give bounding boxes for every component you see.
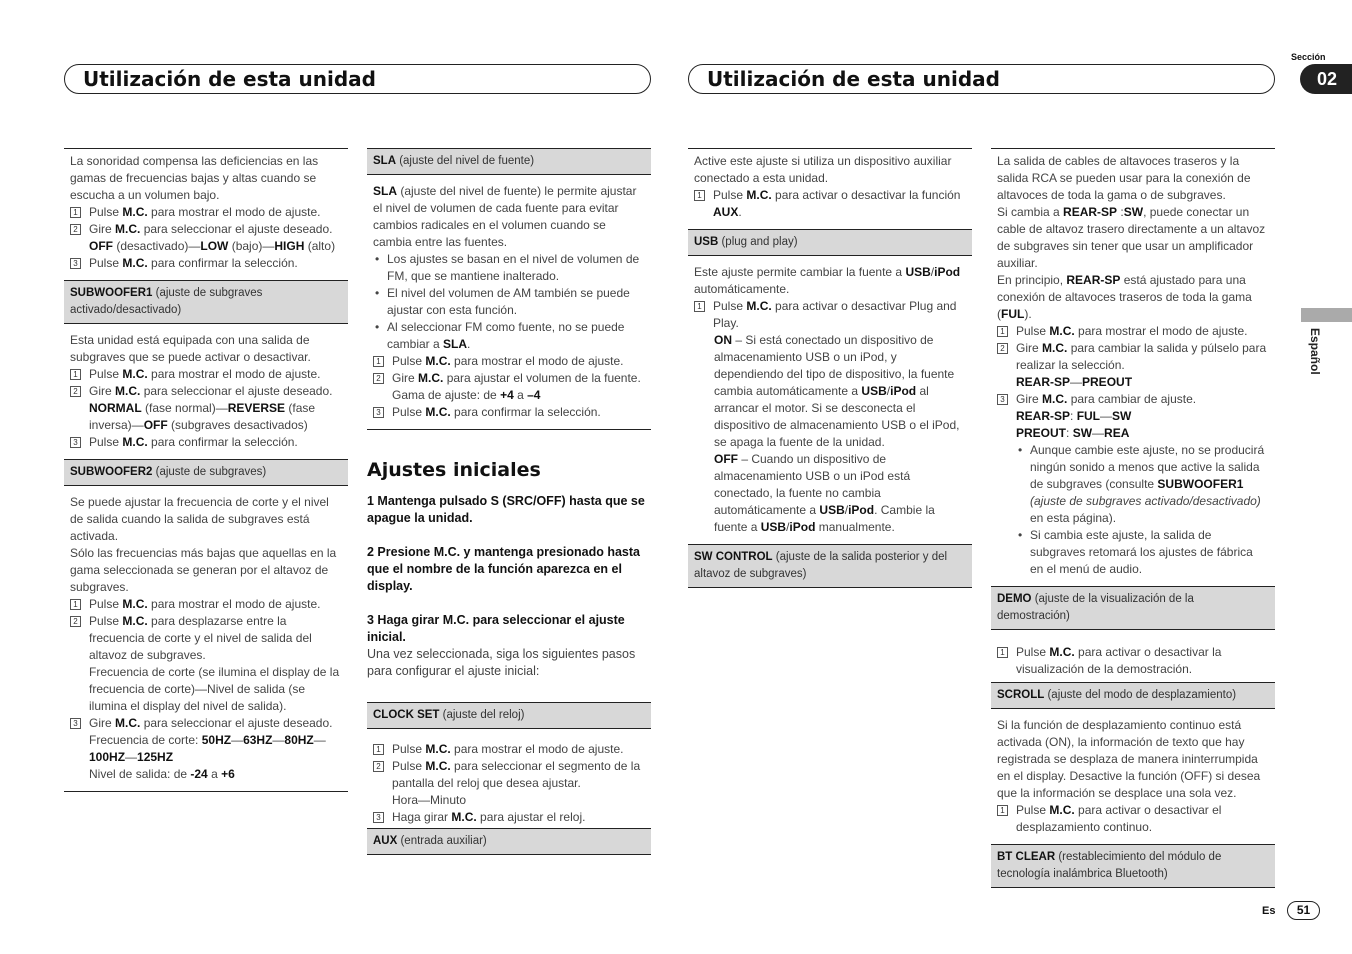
step-item: 2 Gire M.C. para seleccionar el ajuste deseado. OFF (desactivado)—LOW (bajo)—HIGH (alto) <box>70 221 342 255</box>
scroll-heading: SCROLL (ajuste del modo de desplazamiento) <box>991 682 1275 709</box>
header-left <box>64 64 651 94</box>
sla-body: SLA (ajuste del nivel de fuente) le permite ajustar el nivel de volumen de cada fuente para evitar cambios radicales en el volumen cuando se cambia entre las fuentes. • Los ajustes se basan en el nivel de volumen de FM, que se mantiene inalterado. • El nivel del volumen de AM también se puede ajustar con esta función. • Al seleccionar FM como fuente, no se puede cambiar a SLA. 1 Pulse M.C. para mostrar el modo de ajuste. 2 Gire M.C. para ajustar el volumen de la fuente. Gama de ajuste: de +4 a –4 3 Pulse M.C. para confirmar la selección. <box>367 175 651 430</box>
section-loudness <box>64 148 348 280</box>
bullet-icon: • <box>1018 443 1023 457</box>
aux-section: Active este ajuste si utiliza un dispositivo auxiliar conectado a esta unidad. 1 Pulse M.C. para activar o desactivar la función AUX. <box>688 148 972 229</box>
scroll-body: Si la función de desplazamiento continuo está activada (ON), la información de texto que hay registrada se desplaza de manera ininterrumpida en el display. Desactive la función (OFF) si desea que la información se desplace una sola vez. 1 Pulse M.C. para activar o desactivar el desplazamiento continuo. <box>991 709 1275 844</box>
section-label: Sección <box>1291 52 1326 62</box>
usb-body: Este ajuste permite cambiar la fuente a USB/iPod automáticamente. 1 Pulse M.C. para activar o desactivar Plug and Play. ON – Si está conectado un dispositivo de almacenamiento USB o un iPod, y dependiendo del tipo de dispositivo, la fuente cambia automáticamente a USB/iPod al arrancar el motor. Si se desconecta el dispositivo de almacenamiento USB o el iPod, se apaga la fuente de la unidad. OFF – Cuando un dispositivo de almacenamiento USB o un iPod está conectado, la fuente no cambia automáticamente a USB/iPod. Cambie la fuente a USB/iPod manualmente. <box>688 256 972 544</box>
step-item: 3 Haga girar M.C. para ajustar el reloj. <box>373 809 645 826</box>
step-number-icon: 1 <box>694 190 705 201</box>
step-item: 2 Pulse M.C. para desplazarse entre la frecuencia de corte y el nivel de salida del altavoz de subgraves. Frecuencia de corte (se ilumina el display de la frecuencia de corte)—Nivel de salida (se ilumina el display del nivel de salida). <box>70 613 342 715</box>
step-number-icon: 1 <box>70 369 81 380</box>
instruction-2: 2 Presione M.C. y mantenga presionado hasta que el nombre de la función aparezca en el display. <box>367 545 640 593</box>
clock-set-heading: CLOCK SET (ajuste del reloj) <box>367 702 651 729</box>
header-right-title: Utilización de esta unidad <box>707 67 1000 91</box>
bullet-item: • Al seleccionar FM como fuente, no se puede cambiar a SLA. <box>375 320 625 351</box>
instruction-3-text: Una vez seleccionada, siga los siguientes pasos para configurar el ajuste inicial: <box>367 647 636 678</box>
bullet-icon: • <box>375 286 380 300</box>
step-number-icon: 2 <box>997 343 1008 354</box>
section-tab: 02 <box>1300 64 1352 94</box>
bullet-item: • Si cambia este ajuste, la salida de subgraves retomará los ajustes de fábrica en el menú de audio. <box>1018 528 1253 576</box>
bullet-icon: • <box>1018 528 1023 542</box>
subwoofer2-body: Se puede ajustar la frecuencia de corte y el nivel de salida cuando la salida de subgraves está activada. Sólo las frecuencias más bajas que aquellas en la gama seleccionada se generan por el altavoz de subgraves. 1 Pulse M.C. para mostrar el modo de ajuste. 2 Pulse M.C. para desplazarse entre la frecuencia de corte y el nivel de salida del altavoz de subgraves. Frecuencia de corte (se ilumina el display de la frecuencia de corte)—Nivel de salida (se ilumina el display del nivel de salida). 3 Gire M.C. para seleccionar el ajuste deseado. Frecuencia de corte: 50HZ—63HZ—80HZ—100HZ—125HZ Nivel de salida: de -24 a +6 <box>64 486 348 792</box>
loudness-intro: La sonoridad compensa las deficiencias en las gamas de frecuencias bajas y altas cuando se escucha a un volumen bajo. <box>70 154 319 202</box>
step-number-icon: 2 <box>373 761 384 772</box>
step-item: 1 Pulse M.C. para mostrar el modo de ajuste. <box>373 741 645 758</box>
column-2 <box>367 148 651 855</box>
step-item: 1 Pulse M.C. para mostrar el modo de ajuste. <box>70 596 342 613</box>
step-item: 3 Pulse M.C. para confirmar la selección. <box>70 434 342 451</box>
step-number-icon: 1 <box>997 805 1008 816</box>
step-number-icon: 3 <box>373 812 384 823</box>
step-number-icon: 3 <box>70 437 81 448</box>
column-3 <box>688 148 972 588</box>
step-number-icon: 3 <box>373 407 384 418</box>
step-number-icon: 1 <box>694 301 705 312</box>
step-item: 1 Pulse M.C. para mostrar el modo de ajuste. <box>373 353 645 370</box>
step-item: 2 Pulse M.C. para seleccionar el segmento de la pantalla del reloj que desea ajustar. Hora—Minuto <box>373 758 645 809</box>
footer-language: Es <box>1262 905 1276 917</box>
language-sidebar-bar <box>1301 308 1352 322</box>
header-right <box>688 64 1275 94</box>
demo-body <box>991 630 1275 682</box>
step-item: 3 Gire M.C. para seleccionar el ajuste deseado. Frecuencia de corte: 50HZ—63HZ—80HZ—100HZ—125HZ Nivel de salida: de -24 a +6 <box>70 715 342 783</box>
bullet-item: • Aunque cambie este ajuste, no se producirá ningún sonido a menos que active la salida de subgraves (consulte SUBWOOFER1 (ajuste de subgraves activado/desactivado) en esta página). <box>1018 443 1265 525</box>
clock-set-body <box>367 729 651 828</box>
sw-control-section: La salida de cables de altavoces traseros y la salida RCA se pueden usar para la conexión de altavoces de toda la gama o de subgraves. Si cambia a REAR-SP :SW, puede conectar un cable de altavoz trasero directamente a un altavoz de subgraves sin tener que usar un amplificador auxiliar. En principio, REAR-SP está ajustado para una conexión de altavoces traseros de toda la gama (FUL). 1 Pulse M.C. para mostrar el modo de ajuste. 2 Gire M.C. para cambiar la salida y púlselo para realizar la selección. REAR-SP—PREOUT 3 Gire M.C. para cambiar de ajuste. REAR-SP: FUL—SW PREOUT: SW—REA • Aunque cambie este ajuste, no se producirá ningún sonido a menos que active la salida de subgraves (consulte SUBWOOFER1 (ajuste de subgraves activado/desactivado) en esta página). • Si cambia este ajuste, la salida de subgraves retomará los ajustes de fábrica en el menú de audio. <box>991 148 1275 586</box>
header-left-title: Utilización de esta unidad <box>83 67 376 91</box>
usb-heading: USB (plug and play) <box>688 229 972 256</box>
step-item: 1 Pulse M.C. para mostrar el modo de ajuste. <box>70 204 342 221</box>
step-number-icon: 2 <box>70 224 81 235</box>
column-4 <box>991 148 1275 888</box>
bullet-icon: • <box>375 252 380 266</box>
step-number-icon: 1 <box>70 599 81 610</box>
bullet-item: • El nivel del volumen de AM también se puede ajustar con esta función. <box>375 286 630 317</box>
instruction-3: 3 Haga girar M.C. para seleccionar el ajuste inicial. <box>367 613 625 644</box>
step-number-icon: 3 <box>70 718 81 729</box>
bullet-item: • Los ajustes se basan en el nivel de volumen de FM, que se mantiene inalterado. <box>375 252 640 283</box>
step-item: 2 Gire M.C. para ajustar el volumen de la fuente. Gama de ajuste: de +4 a –4 <box>373 370 645 404</box>
step-number-icon: 1 <box>997 326 1008 337</box>
sw-control-heading: SW CONTROL (ajuste de la salida posterior y del altavoz de subgraves) <box>688 544 972 588</box>
subwoofer1-heading: SUBWOOFER1 (ajuste de subgraves activado/desactivado) <box>64 280 348 324</box>
step-number-icon: 3 <box>70 258 81 269</box>
bullet-icon: • <box>375 320 380 334</box>
step-item: 1 Pulse M.C. para activar o desactivar Plug and Play. <box>694 298 966 332</box>
step-number-icon: 1 <box>373 744 384 755</box>
step-item: 1 Pulse M.C. para activar o desactivar la función AUX. <box>694 187 966 221</box>
instruction-1: 1 Mantenga pulsado S (SRC/OFF) hasta que se apague la unidad. <box>367 494 645 525</box>
step-item: 3 Pulse M.C. para confirmar la selección. <box>70 255 342 272</box>
step-item: 1 Pulse M.C. para activar o desactivar el desplazamiento continuo. <box>997 802 1269 836</box>
step-item: 2 Gire M.C. para cambiar la salida y púlselo para realizar la selección. REAR-SP—PREOUT <box>997 340 1269 391</box>
step-number-icon: 1 <box>70 207 81 218</box>
sla-heading: SLA (ajuste del nivel de fuente) <box>367 148 651 175</box>
step-number-icon: 1 <box>997 647 1008 658</box>
subwoofer2-heading: SUBWOOFER2 (ajuste de subgraves) <box>64 459 348 486</box>
column-1 <box>64 148 348 792</box>
step-item: 1 Pulse M.C. para activar o desactivar la visualización de la demostración. <box>997 644 1269 678</box>
step-number-icon: 2 <box>70 386 81 397</box>
step-number-icon: 1 <box>373 356 384 367</box>
demo-heading: DEMO (ajuste de la visualización de la demostración) <box>991 586 1275 630</box>
subwoofer1-body: Esta unidad está equipada con una salida de subgraves que se puede activar o desactivar. 1 Pulse M.C. para mostrar el modo de ajuste. 2 Gire M.C. para seleccionar el ajuste deseado. NORMAL (fase normal)—REVERSE (fase inversa)—OFF (subgraves desactivados) 3 Pulse M.C. para confirmar la selección. <box>64 324 348 459</box>
page-number: 51 <box>1287 901 1320 920</box>
step-number-icon: 3 <box>997 394 1008 405</box>
step-item: 3 Gire M.C. para cambiar de ajuste. REAR-SP: FUL—SW PREOUT: SW—REA • Aunque cambie este ajuste, no se producirá ningún sonido a menos que active la salida de subgraves (consulte SUBWOOFER1 (ajuste de subgraves activado/desactivado) en esta página). • Si cambia este ajuste, la salida de subgraves retomará los ajustes de fábrica en el menú de audio. <box>997 391 1269 578</box>
step-item: 3 Pulse M.C. para confirmar la selección. <box>373 404 645 421</box>
initial-settings-heading: Ajustes iniciales <box>367 459 541 481</box>
step-number-icon: 2 <box>373 373 384 384</box>
step-item: 1 Pulse M.C. para mostrar el modo de ajuste. <box>70 366 342 383</box>
step-item: 2 Gire M.C. para seleccionar el ajuste deseado. NORMAL (fase normal)—REVERSE (fase inversa)—OFF (subgraves desactivados) <box>70 383 342 434</box>
step-item: 1 Pulse M.C. para mostrar el modo de ajuste. <box>997 323 1269 340</box>
bt-clear-heading: BT CLEAR (restablecimiento del módulo de tecnología inalámbrica Bluetooth) <box>991 844 1275 888</box>
language-label: Español <box>1308 328 1322 375</box>
step-number-icon: 2 <box>70 616 81 627</box>
aux-heading: AUX (entrada auxiliar) <box>367 828 651 855</box>
